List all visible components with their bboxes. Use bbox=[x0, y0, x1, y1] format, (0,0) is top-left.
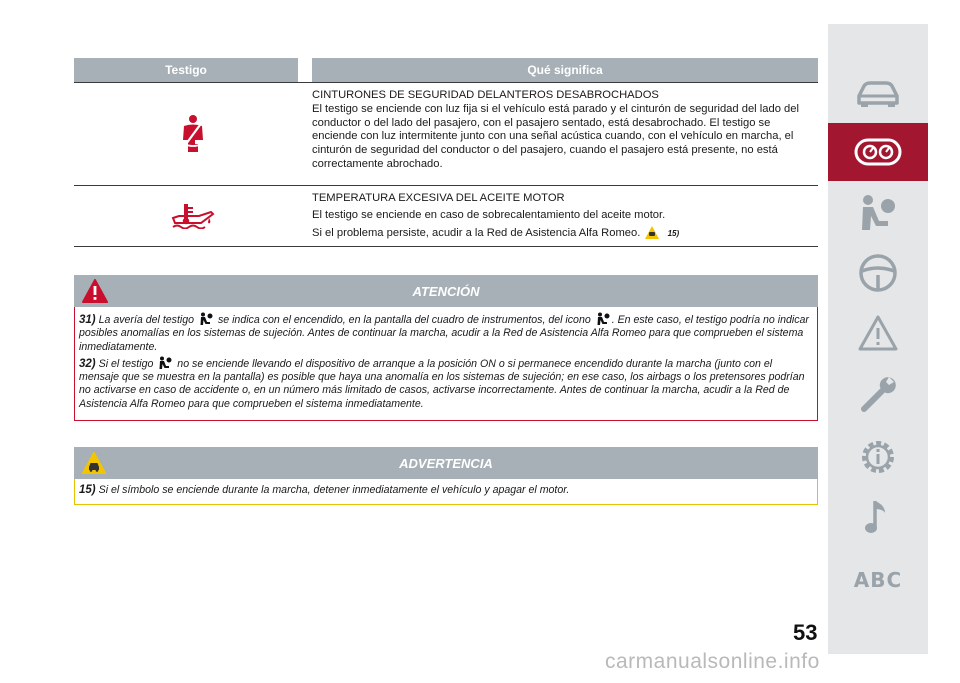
airbag-passenger-icon bbox=[199, 312, 213, 326]
advertencia-box bbox=[74, 447, 818, 505]
sidebar-item-driving[interactable] bbox=[828, 244, 928, 302]
row-title: CINTURONES DE SEGURIDAD DELANTEROS DESABROCHADOS bbox=[312, 89, 659, 101]
warning-lights-table bbox=[74, 58, 818, 247]
warning-triangle-icon bbox=[857, 314, 899, 352]
danger-triangle-icon bbox=[82, 279, 108, 303]
wrench-icon bbox=[858, 373, 898, 413]
header-testigo: Testigo bbox=[74, 58, 312, 82]
sidebar-item-dashboard[interactable] bbox=[828, 123, 928, 181]
attention-note: 32) Si el testigo no se enciende llevando el dispositivo de arranque a la posición ON o si permanece encendido durante la marcha (junto con el mensaje que se muestra en la pantalla) es posible que haya una anomalía en los sistemas de sujeción; en ese caso, los airbags o los pretensores podrían no activarse en caso de accidente o, en un número más limitado de casos, activarse incorrectamente. Antes de continuar la marcha, acudir a la Red de Asistencia Alfa Romeo para que comprueben el sistema inmediatamente. bbox=[79, 357, 805, 410]
sidebar-item-maintenance[interactable] bbox=[828, 364, 928, 422]
row-description: El testigo se enciende en caso de sobrecalentamiento del aceite motor. bbox=[312, 208, 666, 221]
sidebar-abc-label: ABC bbox=[853, 568, 903, 592]
sidebar-item-safety[interactable] bbox=[828, 184, 928, 242]
page-number: 53 bbox=[793, 620, 818, 645]
dashboard-gauges-icon bbox=[854, 138, 902, 166]
oil-temperature-icon bbox=[171, 203, 215, 229]
airbag-passenger-icon bbox=[596, 312, 610, 326]
sidebar-item-technical[interactable] bbox=[828, 428, 928, 486]
advertencia-title: ADVERTENCIA bbox=[399, 455, 493, 471]
row-description: Si el problema persiste, acudir a la Red de Asistencia Alfa Romeo. bbox=[312, 226, 641, 239]
row-description: El testigo se enciende con luz fija si el vehículo está parado y el cinturón de seguridad del lado del conductor o del lado del pasajero, con el pasajero sentado, está desabrochado. El testigo se enciende con luz intermitente junto con una señal acústica cuando, con el vehículo en marcha, el cinturón de seguridad del conductor o del pasajero, cuando el pasajero está presente, no está correctamente abrochado. bbox=[312, 102, 799, 170]
table-row bbox=[74, 186, 818, 247]
sidebar-item-car[interactable] bbox=[828, 64, 928, 122]
steering-wheel-icon bbox=[858, 253, 898, 293]
sidebar-item-emergency[interactable] bbox=[828, 304, 928, 362]
attention-note: 31) La avería del testigo se indica con el encendido, en la pantalla del cuadro de instrumentos, del icono . En este caso, el testigo podría no indicar posibles anomalías en los sistemas de sujeción. Antes de continuar la marcha, acudir a la Red de Asistencia Alfa Romeo para que comprueben el sistema inmediatamente. bbox=[79, 314, 809, 353]
sidebar-item-index[interactable] bbox=[828, 551, 928, 609]
car-icon bbox=[855, 78, 901, 108]
attention-box bbox=[74, 275, 818, 421]
table-row bbox=[74, 82, 818, 186]
advertencia-note: 15) Si el símbolo se enciende durante la marcha, detener inmediatamente el vehículo y apagar el motor. bbox=[74, 479, 818, 505]
music-note-icon bbox=[863, 497, 893, 537]
header-que-significa: Qué significa bbox=[527, 63, 603, 77]
gear-info-icon bbox=[857, 436, 899, 478]
airbag-passenger-icon bbox=[158, 356, 172, 370]
car-warning-icon bbox=[645, 226, 659, 239]
watermark: carmanualsonline.info bbox=[605, 650, 820, 673]
attention-title: ATENCIÓN bbox=[412, 283, 480, 299]
chapter-sidebar bbox=[828, 24, 928, 654]
sidebar-item-multimedia[interactable] bbox=[828, 488, 928, 546]
seatbelt-warning-icon bbox=[178, 114, 208, 154]
note-reference[interactable]: 15) bbox=[667, 228, 680, 238]
airbag-passenger-icon bbox=[858, 194, 898, 232]
car-warning-icon bbox=[82, 452, 106, 474]
row-title: TEMPERATURA EXCESIVA DEL ACEITE MOTOR bbox=[312, 192, 565, 204]
table-header bbox=[74, 58, 818, 82]
